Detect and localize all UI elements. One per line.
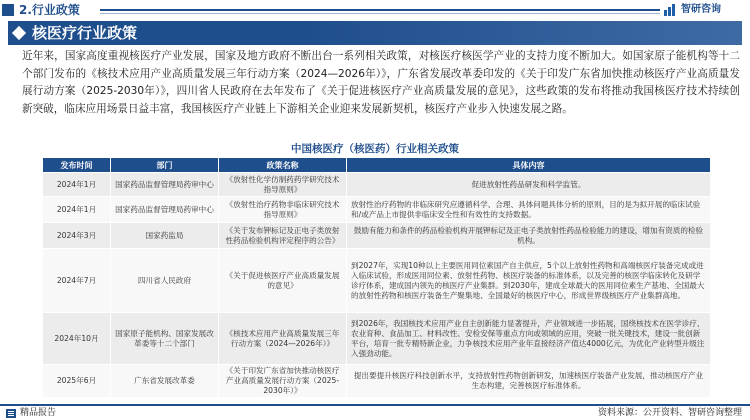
cell-department: 国家原子能机构、国家发展改革委等十二个部门 (111, 313, 219, 365)
cell-department: 国家药品监督管理局药审中心 (111, 173, 219, 197)
table-row (43, 223, 711, 249)
cell-department: 国家药品监督管理局药审中心 (111, 197, 219, 223)
page-title: 核医疗行业政策 (32, 24, 138, 42)
table-row (43, 249, 711, 313)
cell-department: 四川省人民政府 (111, 249, 219, 313)
cell-policy: 《关于印发广东省加快推动核医疗产业高质量发展行动方案（2025-2030年）》 (219, 365, 347, 398)
cell-date: 2024年3月 (43, 223, 111, 249)
column-header-policy: 政策名称 (219, 158, 347, 173)
policy-table (42, 157, 711, 398)
column-header-date: 发布时间 (43, 158, 111, 173)
cell-date: 2024年1月 (43, 173, 111, 197)
cell-policy: 《核技术应用产业高质量发展三年行动方案（2024—2026年）》 (219, 313, 347, 365)
table-title: 中国核医疗（核医药）行业相关政策 (291, 143, 459, 155)
cell-content: 促进放射性药品研发和科学监管。 (347, 173, 711, 197)
cell-date: 2025年6月 (43, 365, 111, 398)
intro-paragraph: 近年来，国家高度重视核医疗产业发展，国家及地方政府不断出台一系列相关政策，对核医疗核医学产业的支持力度不断加大。如国家原子能机构等十二个部门发布的《核技术应用产业高质量发展三年行动方案（2024—2026年）》，广东省发展改革委印发的《关于印发广东省加快推动核医疗产业高质量发展行动方案（2025-2030年）》，四川省人民政府在去年发布了《关于促进核医疗产业高质量发展的意见》，这些政策的发布将推动我国核医疗技术持续创新突破，临床应用场景日益丰富，我国核医疗产业链上下游相关企业迎来发展新契机，核医疗产业步入快速发展之路。 (22, 50, 740, 115)
footer (0, 404, 750, 420)
footer-left-label: 精品报告 (20, 408, 57, 418)
column-header-content: 具体内容 (347, 158, 711, 173)
cell-policy: 《关于促进核医疗产业高质量发展的意见》 (219, 249, 347, 313)
table-row (43, 173, 711, 197)
brand-name: 智研咨询 (681, 4, 721, 15)
table-header-row (43, 158, 711, 173)
cell-policy: 《放射性治疗药物非临床研究技术指导原则》 (219, 197, 347, 223)
page-title-bar (8, 21, 742, 45)
top-bar (0, 0, 750, 20)
section-marker-icon (2, 4, 14, 16)
header-rule-thin (100, 13, 660, 14)
bar-chart-logo-icon (664, 3, 678, 17)
cell-content: 提出要提升核医疗科技创新水平，支持放射性药物创新研发，加速核医疗装备产业发展，推动核医疗产业生态构建，完善核医疗标准体系。 (347, 365, 711, 398)
cell-content: 到2026年，我国核技术应用产业自主创新能力显著提升，产业领域进一步拓展，国绕核技术在医学诊疗、农业育种、食品加工、材料改性、安检安保等重点方向或领域的应用，突破一批关键技术，建设一批创新平台，培育一批专精特新企业，力争核技术应用产业年直接经济产值达4000亿元，为优化产业转型升级注入强劲动能。 (347, 313, 711, 365)
table-row (43, 313, 711, 365)
cell-policy: 《关于发布钾标记及正电子类放射性药品检验机构评定程序的公告》 (219, 223, 347, 249)
cell-date: 2024年7月 (43, 249, 111, 313)
cell-content: 放射性治疗药物的非临床研究应遵循科学、合理、具体问题具体分析的原则，目的是为拟开展的临床试验和/或产品上市提供非临床安全性和有效性的支持数据。 (347, 197, 711, 223)
title-bar-gradient (302, 21, 742, 45)
table-row (43, 365, 711, 398)
cell-policy: 《放射性化学仿制药药学研究技术指导原则》 (219, 173, 347, 197)
diamond-icon (12, 26, 26, 40)
table-row (43, 197, 711, 223)
column-header-department: 部门 (111, 158, 219, 173)
section-label: 2.行业政策 (19, 3, 80, 17)
report-icon (6, 409, 16, 418)
cell-date: 2024年1月 (43, 197, 111, 223)
footer-source: 资料来源：公开资料、智研咨询整理 (597, 408, 742, 418)
cell-content: 到2027年，实现10种以上主要医用同位素国产自主供应，5个以上放射性药物和高端核医疗装备完成或进入临床试验，形成医用同位素、放射性药物、核医疗装备的标准体系，以及完善的核医学临床转化及研学诊疗体系，建成国内领先的核医疗产业集群。到2030年，建成全球最大的医用同位素生产基地、全国最大的放射性药物和核医疗装备生产聚集地、全国最好的核医疗中心，形成世界级核医疗产业集群高地。 (347, 249, 711, 313)
cell-date: 2024年10月 (43, 313, 111, 365)
cell-content: 鼓励有能力和条件的药品检验机构开展钾标记及正电子类放射性药品检验能力的建设，增加有资质的检验机构。 (347, 223, 711, 249)
header-rule (100, 9, 660, 11)
cell-department: 广东省发展改革委 (111, 365, 219, 398)
cell-department: 国家药监局 (111, 223, 219, 249)
brand-logo (664, 3, 748, 17)
footer-rule (0, 404, 750, 406)
